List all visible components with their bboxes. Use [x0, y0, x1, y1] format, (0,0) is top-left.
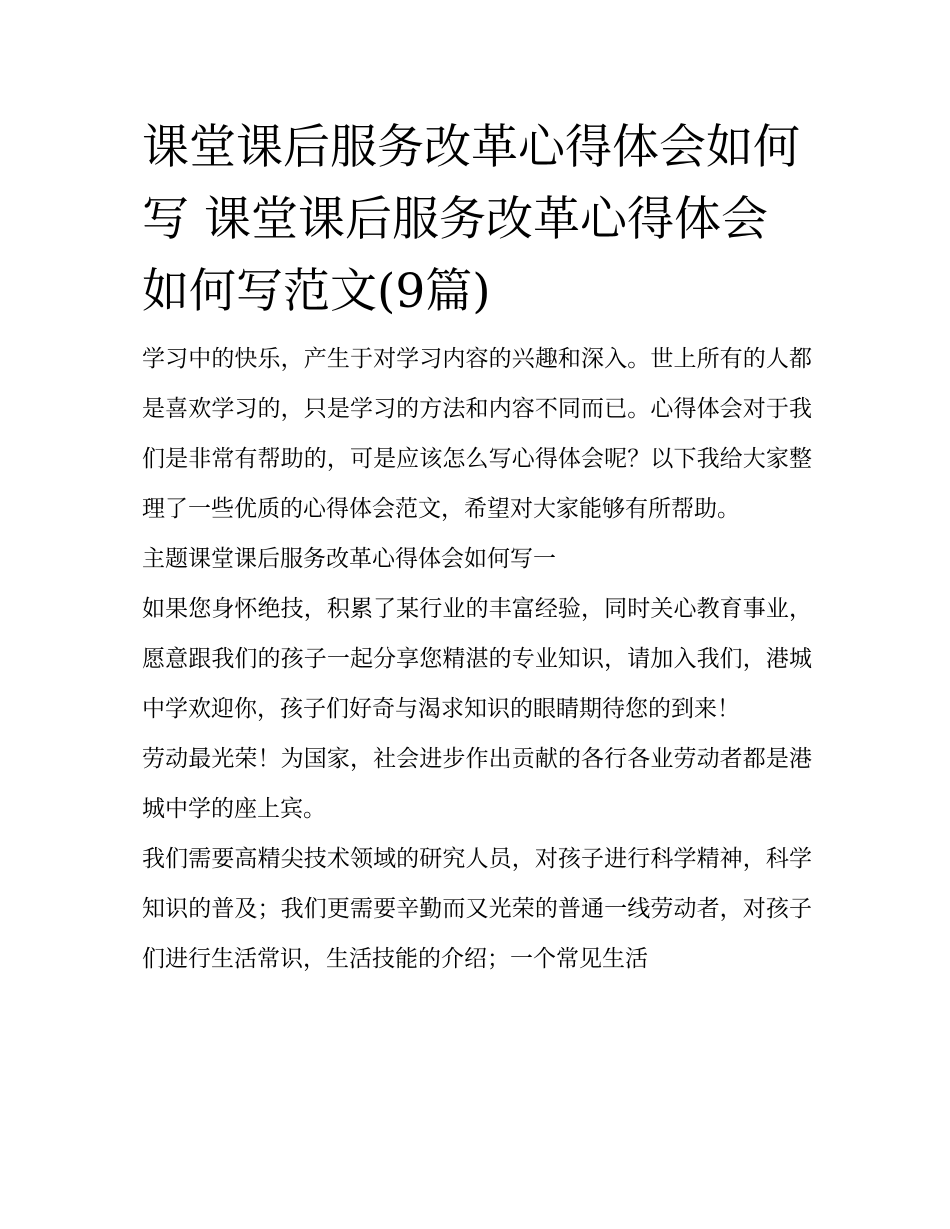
body-paragraph: 我们需要高精尖技术领域的研究人员，对孩子进行科学精神，科学知识的普及；我们更需要辛勤而又光荣的普通一线劳动者，对孩子们进行生活常识，生活技能的介绍；一个常见生活	[142, 846, 812, 972]
body-paragraph: 如果您身怀绝技，积累了某行业的丰富经验，同时关心教育事业，愿意跟我们的孩子一起分享您精湛的专业知识，请加入我们，港城中学欢迎你，孩子们好奇与渴求知识的眼睛期待您的到来！	[142, 596, 812, 722]
intro-paragraph: 学习中的快乐，产生于对学习内容的兴趣和深入。世上所有的人都是喜欢学习的，只是学习的方法和内容不同而已。心得体会对于我们是非常有帮助的，可是应该怎么写心得体会呢？以下我给大家整理了一些优质的心得体会范文，希望对大家能够有所帮助。	[142, 346, 812, 522]
body-paragraph: 劳动最光荣！为国家，社会进步作出贡献的各行各业劳动者都是港城中学的座上宾。	[142, 746, 812, 822]
document-page	[142, 112, 812, 984]
document-title: 课堂课后服务改革心得体会如何写 课堂课后服务改革心得体会如何写范文(9篇)	[142, 120, 800, 319]
section-heading: 主题课堂课后服务改革心得体会如何写一	[142, 546, 556, 572]
